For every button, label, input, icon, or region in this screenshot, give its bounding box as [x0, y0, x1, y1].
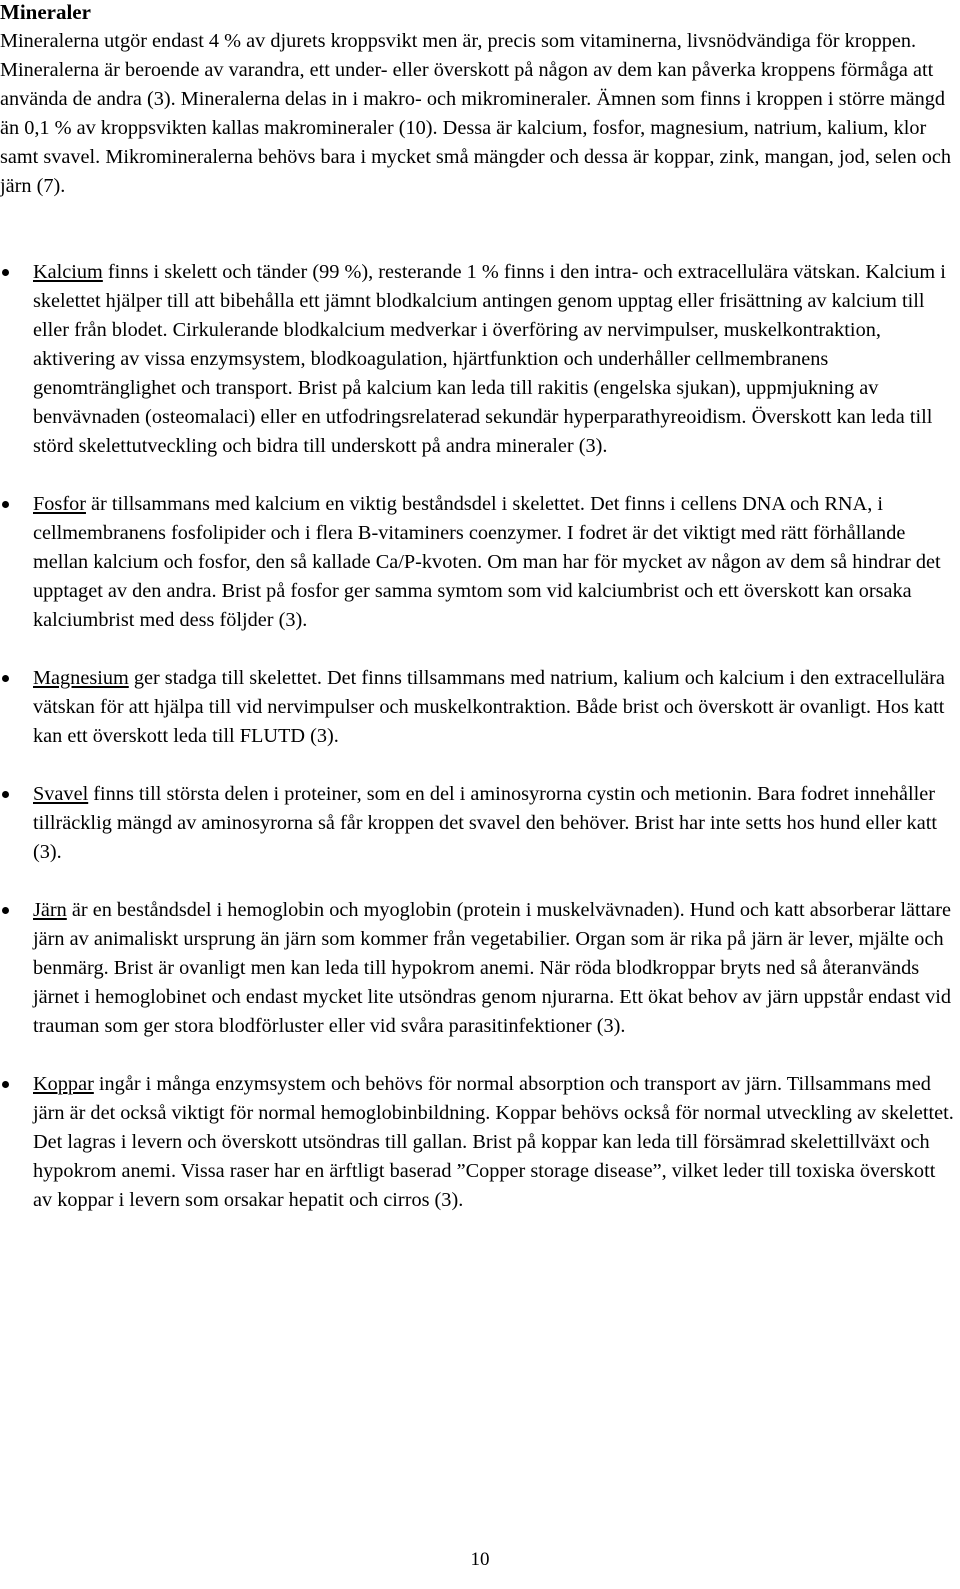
item-text: ingår i många enzymsystem och behövs för normal absorption och transport av järn. Tillsammans med järn är det också viktigt för normal hemoglobinbildning. Koppar behövs också för normal utveckling av skelettet. Det lagras i levern och överskott utsöndras till gallan. Brist på koppar kan leda till försämrad skelettillväxt och hypokrom anemi. Vissa raser har en ärftligt baserad ”Copper storage disease”, vilket leder till toxiska överskott av koppar i levern som orsakar hepatit och cirros (3). [33, 1073, 954, 1211]
list-item-jarn [0, 896, 955, 1041]
list-item-koppar [0, 1070, 955, 1215]
list-item-svavel [0, 780, 955, 867]
list-item-magnesium [0, 664, 955, 751]
item-text: är tillsammans med kalcium en viktig beståndsdel i skelettet. Det finns i cellens DNA och RNA, i cellmembranens fosfolipider och i flera B-vitaminers coenzymer. I fodret är det viktigt med rätt förhållande mellan kalcium och fosfor, den så kallade Ca/P-kvoten. Om man har för mycket av någon av dem så hindrar det upptaget av den andra. Brist på fosfor ger samma symtom som vid kalciumbrist och ett överskott kan orsaka kalciumbrist med dess följder (3). [33, 493, 941, 631]
list-item-kalcium [0, 258, 955, 461]
item-text: är en beståndsdel i hemoglobin och myoglobin (protein i muskelvävnaden). Hund och katt absorberar lättare järn av animaliskt ursprung än järn som kommer från vegetabilier. Organ som är rika på järn är lever, mjälte och benmärg. Brist är ovanligt men kan leda till hypokrom anemi. När röda blodkroppar bryts ned så återanvänds järnet i hemoglobinet och endast mycket lite utsöndras genom njurarna. Ett ökat behov av järn uppstår endast vid trauman som ger stora blodförluster eller vid svåra parasitinfektioner (3). [33, 899, 952, 1037]
item-text: ger stadga till skelettet. Det finns tillsammans med natrium, kalium och kalcium i den extracellulära vätskan för att hjälpa till vid nervimpulser och muskelkontraktion. Både brist och överskott är ovanligt. Hos katt kan ett överskott leda till FLUTD (3). [33, 667, 945, 747]
term-jarn: Järn [33, 899, 67, 921]
section-heading: Mineraler [0, 0, 91, 24]
page-number: 10 [470, 1549, 490, 1570]
intro-paragraph: Mineralerna utgör endast 4 % av djurets kroppsvikt men är, precis som vitaminerna, livsnödvändiga för kroppen. Mineralerna är beroende av varandra, ett under- eller överskott på någon av dem kan påverka kroppens förmåga att använda de andra (3). Mineralerna delas in i makro- och mikromineraler. Ämnen som finns i kroppen i större mängd än 0,1 % av kroppsvikten kallas makromineraler (10). Dessa är kalcium, fosfor, magnesium, natrium, kalium, klor samt svavel. Mikromineralerna behövs bara i mycket små mängder och dessa är koppar, zink, mangan, jod, selen och järn (7). [0, 30, 951, 197]
list-item-fosfor [0, 490, 955, 635]
bullet-icon [2, 269, 9, 276]
item-text: finns i skelett och tänder (99 %), resterande 1 % finns i den intra- och extracellulära vätskan. Kalcium i skelettet hjälper till att bibehålla ett jämnt blodkalcium antingen genom upptag eller frisättning av kalcium till eller från blodet. Cirkulerande blodkalcium medverkar i överföring av nervimpulser, muskelkontraktion, aktivering av vissa enzymsystem, blodkoagulation, hjärtfunktion och underhåller cellmembranens genomtränglighet och transport. Brist på kalcium kan leda till rakitis (engelska sjukan), uppmjukning av benvävnaden (osteomalaci) eller en utfodringsrelaterad sekundär hyperparathyreoidism. Överskott kan leda till störd skelettutveckling och bidra till underskott på andra mineraler (3). [33, 261, 946, 457]
term-magnesium: Magnesium [33, 667, 129, 689]
item-text: finns till största delen i proteiner, som en del i aminosyrorna cystin och metionin. Bara fodret innehåller tillräcklig mängd av aminosyrorna så får kroppen det svavel den behöver. Brist har inte setts hos hund eller katt (3). [33, 783, 937, 863]
bullet-icon [2, 675, 9, 682]
term-koppar: Koppar [33, 1073, 94, 1095]
term-fosfor: Fosfor [33, 493, 86, 515]
bullet-icon [2, 791, 9, 798]
bullet-icon [2, 907, 9, 914]
mineral-list [0, 258, 955, 1244]
term-kalcium: Kalcium [33, 261, 103, 283]
bullet-icon [2, 501, 9, 508]
term-svavel: Svavel [33, 783, 89, 805]
bullet-icon [2, 1081, 9, 1088]
